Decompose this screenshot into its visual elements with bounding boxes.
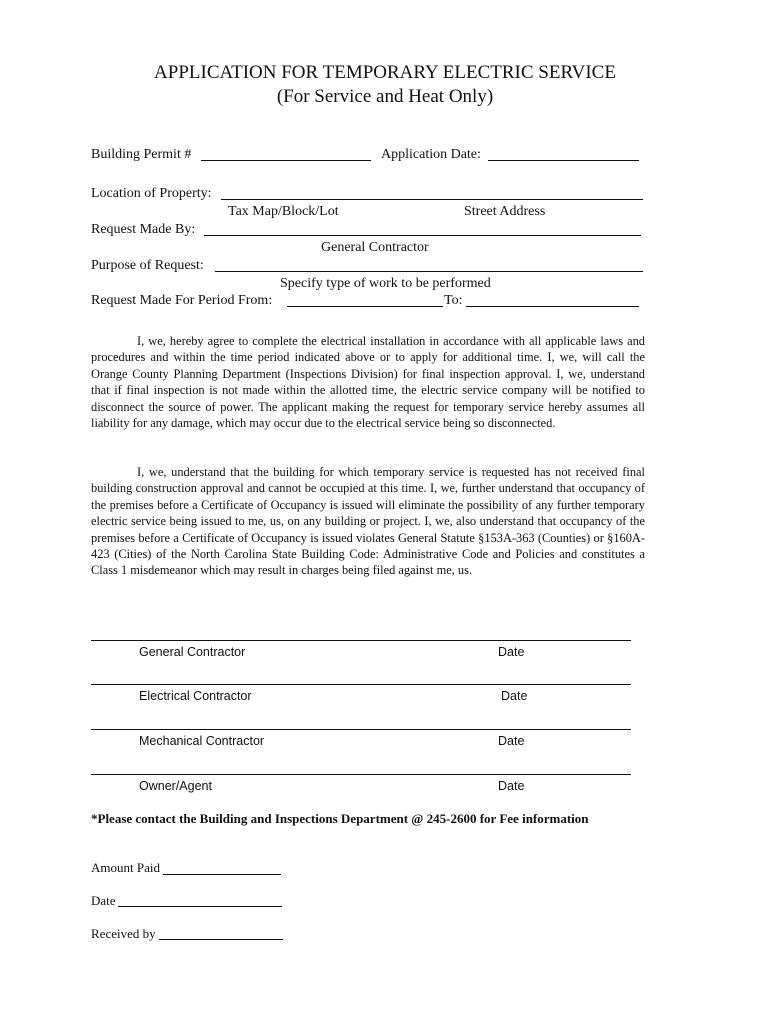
electrical-contractor-date-label: Date (501, 689, 528, 703)
office-date-label: Date (91, 893, 116, 908)
application-date-label: Application Date: (381, 147, 481, 162)
location-of-property-label: Location of Property: (91, 186, 212, 201)
general-contractor-caption: General Contractor (321, 240, 429, 255)
building-permit-label: Building Permit # (91, 147, 192, 162)
period-to-field[interactable] (466, 306, 639, 307)
location-of-property-field[interactable] (221, 199, 643, 200)
tax-map-caption: Tax Map/Block/Lot (228, 204, 339, 219)
request-made-by-label: Request Made By: (91, 222, 196, 237)
building-permit-field[interactable] (201, 160, 371, 161)
owner-agent-signature-label: Owner/Agent (139, 779, 212, 793)
period-to-label: To: (444, 293, 463, 308)
form-subtitle: (For Service and Heat Only) (276, 86, 494, 107)
amount-paid-label: Amount Paid (91, 860, 160, 875)
general-contractor-signature-line[interactable] (91, 640, 631, 641)
street-address-caption: Street Address (464, 204, 546, 219)
agreement-paragraph-1: I, we, hereby agree to complete the electrical installation in accordance with all applicable laws and procedures and within the time period indicated above or to apply for additional time. I, we, will call the Orange County Planning Department (Inspections Division) for final inspection approval. I, we, understand that if final inspection is not made within the allotted time, the electric service company will be notified to disconnect the source of power. The applicant making the request for temporary service hereby assumes all liability for any damage, which may occur due to the electrical service being so disconnected. (91, 334, 645, 431)
mechanical-contractor-signature-line[interactable] (91, 729, 631, 730)
general-contractor-date-label: Date (498, 645, 525, 659)
general-contractor-signature-label: General Contractor (139, 645, 246, 659)
mechanical-contractor-date-label: Date (498, 734, 525, 748)
purpose-of-request-label: Purpose of Request: (91, 258, 204, 273)
office-date-field[interactable] (118, 906, 282, 907)
owner-agent-signature-line[interactable] (91, 774, 631, 775)
purpose-of-request-field[interactable] (215, 271, 643, 272)
purpose-caption: Specify type of work to be performed (280, 276, 491, 291)
period-from-field[interactable] (287, 306, 443, 307)
received-by-label: Received by (91, 926, 156, 941)
mechanical-contractor-signature-label: Mechanical Contractor (139, 734, 265, 748)
fee-information-note: *Please contact the Building and Inspections Department @ 245-2600 for Fee information (91, 811, 589, 826)
received-by-field[interactable] (159, 939, 283, 940)
request-made-by-field[interactable] (204, 235, 641, 236)
form-title: APPLICATION FOR TEMPORARY ELECTRIC SERVICE (154, 62, 616, 83)
agreement-paragraph-2: I, we, understand that the building for which temporary service is requested has not received final building construction approval and cannot be occupied at this time. I, we, further understand that occupancy of the premises before a Certificate of Occupancy is issued will eliminate the possibility of any further temporary electric service being issued to me, us, on any building or project. I, we, also understand that occupancy of the premises before a Certificate of Occupancy is issued violates General Statute §153A-363 (Counties) or §160A-423 (Cities) of the North Carolina State Building Code: Administrative Code and Policies and constitutes a Class 1 misdemeanor which may result in charges being filed against me, us. (91, 465, 645, 578)
electrical-contractor-signature-line[interactable] (91, 684, 631, 685)
amount-paid-field[interactable] (163, 874, 281, 875)
period-from-label: Request Made For Period From: (91, 293, 273, 308)
owner-agent-date-label: Date (498, 779, 525, 793)
application-date-field[interactable] (488, 160, 639, 161)
electrical-contractor-signature-label: Electrical Contractor (139, 689, 252, 703)
